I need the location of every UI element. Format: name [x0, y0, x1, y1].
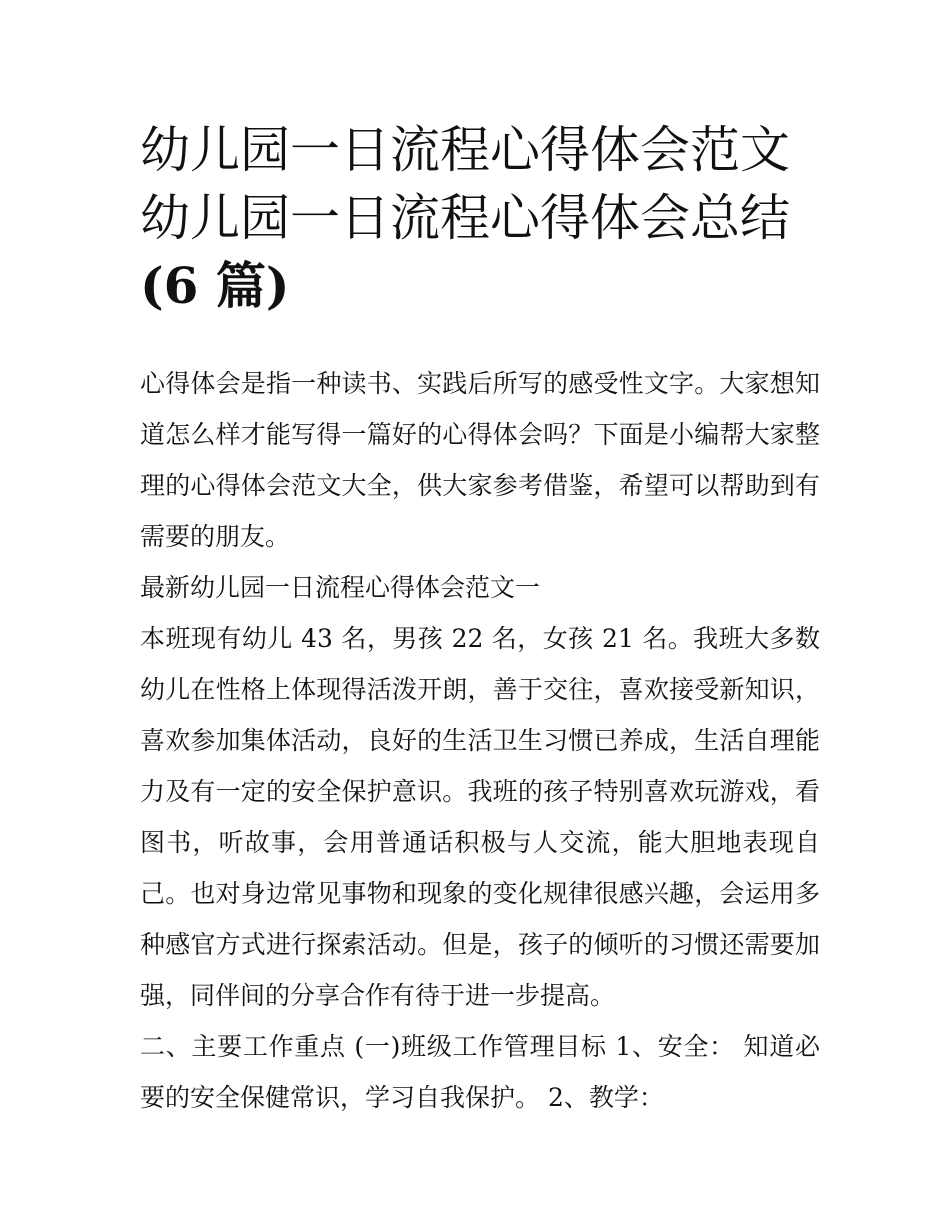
title-line-3: (6 篇) — [140, 256, 290, 315]
body-paragraph-1: 本班现有幼儿 43 名，男孩 22 名，女孩 21 名。我班大多数幼儿在性格上体现得活泼开朗，善于交往，喜欢接受新知识，喜欢参加集体活动，良好的生活卫生习惯已养成，生活自理能力及有一定的安全保护意识。我班的孩子特别喜欢玩游戏，看图书，听故事，会用普通话积极与人交流，能大胆地表现自己。也对身边常见事物和现象的变化规律很感兴趣，会运用多种感官方式进行探索活动。但是，孩子的倾听的习惯还需要加强，同伴间的分享合作有待于进一步提高。 — [140, 624, 820, 1010]
section-heading: 最新幼儿园一日流程心得体会范文一 — [140, 573, 541, 602]
title-line-1: 幼儿园一日流程心得体会范文 — [140, 121, 790, 179]
document-body — [140, 358, 820, 1123]
body-paragraph-2: 二、主要工作重点 (一)班级工作管理目标 1、安全： 知道必要的安全保健常识，学习自我保护。 2、教学： — [140, 1032, 820, 1112]
title-line-2: 幼儿园一日流程心得体会总结 — [140, 189, 790, 247]
document-title — [140, 116, 820, 320]
intro-paragraph: 心得体会是指一种读书、实践后所写的感受性文字。大家想知道怎么样才能写得一篇好的心得体会吗？下面是小编帮大家整理的心得体会范文大全，供大家参考借鉴，希望可以帮助到有需要的朋友。 — [140, 369, 820, 551]
